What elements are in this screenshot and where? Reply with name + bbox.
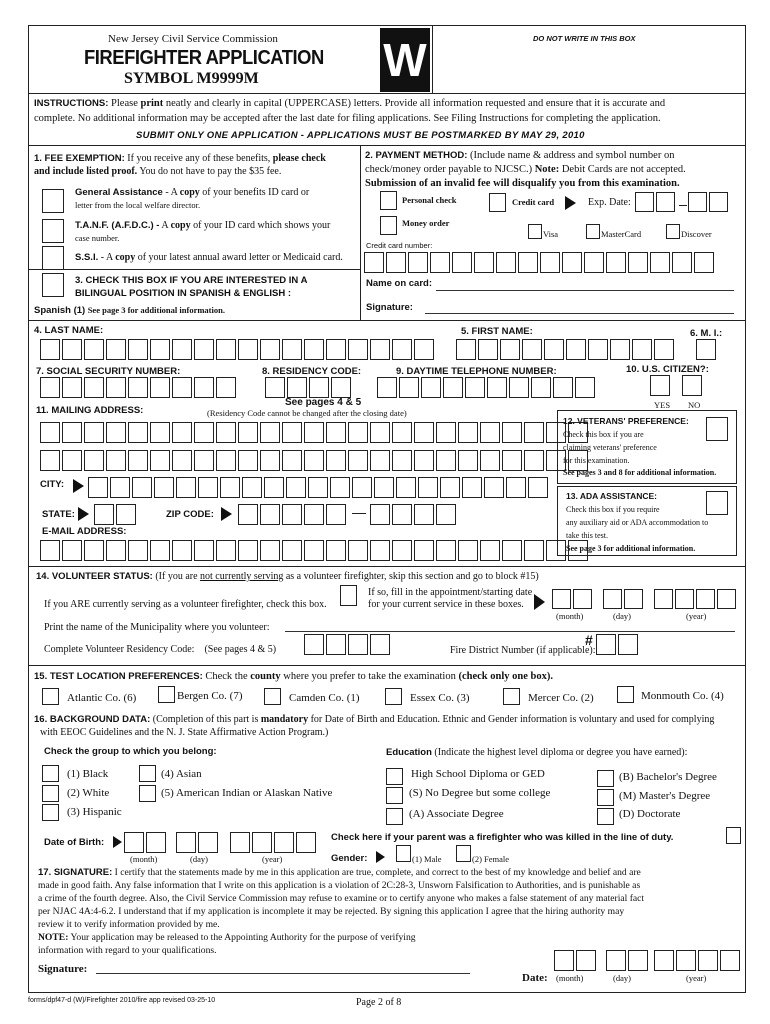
male-checkbox[interactable] [396, 845, 411, 862]
volunteer-month-boxes[interactable] [552, 589, 592, 609]
white-checkbox[interactable] [42, 785, 59, 802]
tanf-desc: case number. [75, 233, 120, 243]
veterans-see: See pages 3 and 8 for additional information. [563, 468, 717, 477]
masters-checkbox[interactable] [597, 789, 614, 806]
dob-year-label: (year) [262, 854, 283, 864]
city-arrow-icon [73, 479, 84, 493]
tanf-checkbox[interactable] [42, 219, 64, 243]
money-order-label: Money order [402, 218, 450, 228]
no-label: NO [688, 400, 701, 410]
black-label: (1) Black [67, 768, 109, 780]
exp-dash [679, 205, 687, 206]
volunteer-year-label: (year) [686, 611, 707, 621]
credit-card-checkbox[interactable] [489, 193, 506, 212]
payment-heading: 2. PAYMENT METHOD: (Include name & address and symbol number on [365, 150, 675, 161]
white-label: (2) White [67, 787, 110, 799]
zip-label: ZIP CODE: [166, 509, 214, 520]
payment-signature-label: Signature: [366, 302, 413, 313]
certification-line4: per NJAC 4A:4-6.2. I understand that if my application is incomplete it may be rejected. By signing this application I agree that the hiring authority may [38, 906, 625, 917]
fee-payment-divider [360, 145, 361, 320]
zip-arrow-icon [221, 507, 232, 521]
background-heading: 16. BACKGROUND DATA: (Completion of this part is mandatory for Date of Birth and Education. Ethnic and Gender information is voluntary and used for complying [34, 714, 715, 725]
volunteer-residency-label: Complete Volunteer Residency Code: (See pages 4 & 5) [44, 644, 277, 655]
ada-text3: take this test. [566, 531, 608, 540]
group-label: Check the group to which you belong: [44, 746, 217, 757]
volunteer-day-boxes[interactable] [603, 589, 643, 609]
money-order-checkbox[interactable] [380, 216, 397, 235]
sig-month-label: (month) [556, 973, 584, 983]
bilingual-checkbox[interactable] [42, 273, 64, 297]
black-checkbox[interactable] [42, 765, 59, 782]
release-note: NOTE: Your application may be released to the Appointing Authority for the purpose of verifying [38, 932, 416, 943]
essex-checkbox[interactable] [385, 688, 402, 705]
certification-line2: made in good faith. Any false information that I write on this application is a violation of 2C:28-3, Unsworn Falsification to Authorities, and is punishable as [38, 880, 641, 891]
ssn-boxes[interactable] [40, 377, 236, 398]
ada-text1: Check this box if you require [566, 505, 660, 514]
bergen-checkbox[interactable] [158, 686, 175, 703]
volunteer-test-divider [28, 665, 746, 666]
monmouth-label: Monmouth Co. (4) [641, 690, 724, 702]
cc-number-label: Credit card number: [366, 241, 433, 250]
cc-number-boxes[interactable] [364, 252, 714, 273]
essex-label: Essex Co. (3) [410, 692, 470, 704]
form-number: forms/dpf47-d (W)/Firefighter 2010/fire app revised 03-25-10 [28, 997, 216, 1004]
atlantic-label: Atlantic Co. (6) [67, 692, 137, 704]
fire-district-boxes[interactable] [596, 634, 638, 655]
spanish-option: Spanish (1) See page 3 for additional information. [34, 305, 225, 316]
ada-see: See page 3 for additional information. [566, 544, 696, 553]
volunteer-arrow-icon [534, 594, 545, 610]
ssi-checkbox[interactable] [42, 246, 64, 270]
bachelors-checkbox[interactable] [597, 770, 614, 787]
doctorate-checkbox[interactable] [597, 808, 614, 825]
female-label: (2) Female [472, 854, 510, 864]
zip-plus4-boxes[interactable] [370, 504, 456, 525]
date-label: Date: [522, 972, 548, 984]
sig-year-boxes[interactable] [654, 950, 740, 971]
mastercard-checkbox[interactable] [586, 224, 600, 239]
sig-day-boxes[interactable] [606, 950, 648, 971]
instructions-line2: complete. No additional information may be accepted after the last date for filing applications. See Filing Instructions for completing the application. [34, 113, 661, 124]
bachelors-label: (B) Bachelor's Degree [619, 771, 717, 783]
instructions: INSTRUCTIONS: Please print neatly and clearly in capital (UPPERCASE) letters. Provide all information requested and ensure that it is accurate and [34, 98, 666, 109]
do-not-write-label: DO NOT WRITE IN THIS BOX [533, 34, 636, 43]
dob-day-label: (day) [190, 854, 208, 864]
masters-label: (M) Master's Degree [619, 790, 711, 802]
general-assistance-desc: letter from the local welfare director. [75, 200, 201, 210]
sig-day-label: (day) [613, 973, 631, 983]
citizen-boxes[interactable] [650, 375, 702, 396]
city-label: CITY: [40, 479, 65, 490]
mastercard-label: MasterCard [601, 229, 642, 239]
payment-names-divider [28, 320, 746, 321]
ada-checkbox[interactable] [706, 491, 728, 515]
last-name-boxes[interactable] [40, 339, 434, 360]
certification-line5: review it to verify information provided by me. [38, 919, 220, 930]
atlantic-checkbox[interactable] [42, 688, 59, 705]
some-college-checkbox[interactable] [386, 787, 403, 804]
zip-boxes[interactable] [238, 504, 346, 525]
municipality-label: Print the name of the Municipality where you volunteer: [44, 622, 270, 633]
residency-note: (Residency Code cannot be changed after the closing date) [207, 408, 407, 418]
payment-signature-line[interactable] [425, 313, 734, 314]
associate-label: (A) Associate Degree [409, 808, 504, 820]
test-location-heading: 15. TEST LOCATION PREFERENCES: Check the county where you prefer to take the examination (check only one box). [34, 671, 553, 682]
residency-code-boxes[interactable] [265, 377, 351, 398]
ssn-label: 7. SOCIAL SECURITY NUMBER: [36, 366, 181, 377]
exp-date-label: Exp. Date: [588, 197, 631, 208]
residency-code-label: 8. RESIDENCY CODE: [262, 366, 362, 377]
parent-firefighter-checkbox[interactable] [726, 827, 741, 844]
form-title: FIREFIGHTER APPLICATION [84, 47, 324, 69]
zip-dash [352, 513, 366, 514]
mi-box[interactable] [696, 339, 716, 360]
american-indian-label: (5) American Indian or Alaskan Native [161, 787, 333, 799]
high-school-checkbox[interactable] [386, 768, 403, 785]
payment-heading-line2: check/money order payable to NJCSC.) Note: Debit Cards are not accepted. [365, 164, 686, 175]
invalid-fee-warning: Submission of an invalid fee will disqualify you from this examination. [365, 178, 680, 189]
personal-check-label: Personal check [402, 195, 457, 205]
first-name-label: 5. FIRST NAME: [461, 326, 533, 337]
hispanic-label: (3) Hispanic [67, 806, 122, 818]
bilingual-label-line2: BILINGUAL POSITION IN SPANISH & ENGLISH : [75, 288, 292, 299]
city-boxes[interactable] [88, 477, 548, 498]
gender-arrow-icon [376, 851, 385, 863]
discover-label: Discover [681, 229, 712, 239]
sig-month-boxes[interactable] [554, 950, 596, 971]
volunteer-residency-boxes[interactable] [304, 634, 390, 655]
visa-checkbox[interactable] [528, 224, 542, 239]
address-line1-boxes[interactable] [40, 422, 588, 443]
female-checkbox[interactable] [456, 845, 471, 862]
tanf-label: T.A.N.F. (A.F.D.C.) - A copy of your ID card which shows your [75, 220, 331, 231]
name-on-card-line[interactable] [436, 290, 734, 291]
dob-month-boxes[interactable] [124, 832, 166, 853]
dob-arrow-icon [113, 836, 122, 848]
personal-check-checkbox[interactable] [380, 191, 397, 210]
associate-checkbox[interactable] [386, 808, 403, 825]
phone-boxes[interactable] [377, 377, 595, 398]
volunteer-day-label: (day) [613, 611, 631, 621]
agency-name: New Jersey Civil Service Commission [108, 33, 278, 45]
symbol-number: SYMBOL M9999M [124, 70, 259, 87]
high-school-label: High School Diploma or GED [411, 768, 545, 780]
volunteer-heading: 14. VOLUNTEER STATUS: (If you are not currently serving as a volunteer firefighter, skip this section and go to block #15) [36, 571, 539, 582]
hash-icon: # [585, 632, 593, 648]
last-name-label: 4. LAST NAME: [34, 325, 104, 336]
asian-label: (4) Asian [161, 768, 202, 780]
signature-label: Signature: [38, 963, 88, 975]
certification-line3: a crime of the fourth degree. Also, the Civil Service Commission may refuse to examine or to certify anyone who makes a false statement of any material fact [38, 893, 645, 904]
visa-label: Visa [543, 229, 559, 239]
submit-notice: SUBMIT ONLY ONE APPLICATION - APPLICATIONS MUST BE POSTMARKED BY MAY 29, 2010 [136, 130, 585, 141]
address-volunteer-divider [28, 566, 746, 567]
dob-day-boxes[interactable] [176, 832, 218, 853]
state-boxes[interactable] [94, 504, 136, 525]
veterans-label: 12. VETERANS' PREFERENCE: [563, 416, 689, 426]
ada-label: 13. ADA ASSISTANCE: [566, 491, 657, 501]
parent-firefighter-label: Check here if your parent was a firefighter who was killed in the line of duty. [331, 832, 674, 843]
address-line2-boxes[interactable] [40, 450, 588, 471]
volunteer-check-label: If you ARE currently serving as a volunteer firefighter, check this box. [44, 599, 327, 610]
education-heading: Education (Indicate the highest level diploma or degree you have earned): [386, 747, 688, 758]
citizen-label: 10. U.S. CITIZEN?: [626, 364, 709, 375]
general-assistance-label: General Assistance - A copy of your benefits ID card or [75, 187, 310, 198]
ada-text2: any auxiliary aid or ADA accommodation to [566, 518, 709, 527]
volunteer-if-so2: for your current service in these boxes. [368, 599, 524, 610]
veterans-text2: claiming veterans' preference [563, 443, 657, 452]
sig-year-label: (year) [686, 973, 707, 983]
camden-label: Camden Co. (1) [289, 692, 360, 704]
background-heading-line2: with EEOC Guidelines and the N. J. State Affirmative Action Program.) [40, 727, 329, 738]
discover-checkbox[interactable] [666, 224, 680, 239]
municipality-line[interactable] [285, 631, 735, 632]
bilingual-label: 3. CHECK THIS BOX IF YOU ARE INTERESTED IN A [75, 275, 308, 286]
dob-month-label: (month) [130, 854, 158, 864]
exp-year-boxes[interactable] [688, 192, 728, 212]
certification-line1: 17. SIGNATURE: I certify that the statements made by me in this application are true, complete, and correct to the best of my knowledge and belief and are [38, 867, 641, 878]
volunteer-month-label: (month) [556, 611, 584, 621]
signature-line[interactable] [96, 973, 470, 974]
asian-checkbox[interactable] [139, 765, 156, 782]
fee-heading: 1. FEE EXEMPTION: If you receive any of these benefits, please check [34, 153, 326, 164]
exp-month-boxes[interactable] [635, 192, 675, 212]
name-on-card-label: Name on card: [366, 278, 432, 289]
email-boxes[interactable] [40, 540, 588, 561]
veterans-text3: for this examination. [563, 456, 630, 465]
credit-card-arrow-icon [565, 196, 576, 210]
veterans-text1: Check this box if you are [563, 430, 644, 439]
ssi-label: S.S.I. - A copy of your latest annual award letter or Medicaid card. [75, 252, 343, 263]
volunteer-checkbox[interactable] [340, 585, 357, 606]
release-note-line2: information with regard to your qualifications. [38, 945, 217, 956]
yes-label: YES [654, 400, 671, 410]
page-number: Page 2 of 8 [356, 997, 402, 1008]
american-indian-checkbox[interactable] [139, 785, 156, 802]
see-pages-note: See pages 4 & 5 [285, 397, 362, 408]
credit-card-label: Credit card [512, 197, 555, 207]
instructions-divider [28, 145, 746, 146]
gender-label: Gender: [331, 853, 368, 864]
camden-checkbox[interactable] [264, 688, 281, 705]
first-name-boxes[interactable] [456, 339, 674, 360]
doctorate-label: (D) Doctorate [619, 808, 681, 820]
phone-label: 9. DAYTIME TELEPHONE NUMBER: [396, 366, 557, 377]
version-letter: W [380, 28, 430, 92]
volunteer-if-so1: If so, fill in the appointment/starting date [368, 587, 533, 598]
fee-bilingual-divider [28, 269, 360, 270]
email-label: E-MAIL ADDRESS: [42, 526, 127, 537]
state-arrow-icon [78, 507, 89, 521]
mi-label: 6. M. I.: [690, 328, 723, 339]
mailing-address-label: 11. MAILING ADDRESS: [36, 405, 144, 416]
hispanic-checkbox[interactable] [42, 804, 59, 821]
header-divider [28, 93, 746, 94]
mercer-checkbox[interactable] [503, 688, 520, 705]
volunteer-year-boxes[interactable] [654, 589, 736, 609]
fire-district-label: Fire District Number (if applicable): [450, 645, 596, 656]
dob-label: Date of Birth: [44, 837, 105, 848]
some-college-label: (S) No Degree but some college [409, 787, 551, 799]
mercer-label: Mercer Co. (2) [528, 692, 594, 704]
monmouth-checkbox[interactable] [617, 686, 634, 703]
fee-heading-line2: and include listed proof. You do not have to pay the $35 fee. [34, 166, 282, 177]
general-assistance-checkbox[interactable] [42, 189, 64, 213]
bergen-label: Bergen Co. (7) [177, 690, 243, 702]
veterans-checkbox[interactable] [706, 417, 728, 441]
male-label: (1) Male [412, 854, 442, 864]
dob-year-boxes[interactable] [230, 832, 316, 853]
state-label: STATE: [42, 509, 75, 520]
